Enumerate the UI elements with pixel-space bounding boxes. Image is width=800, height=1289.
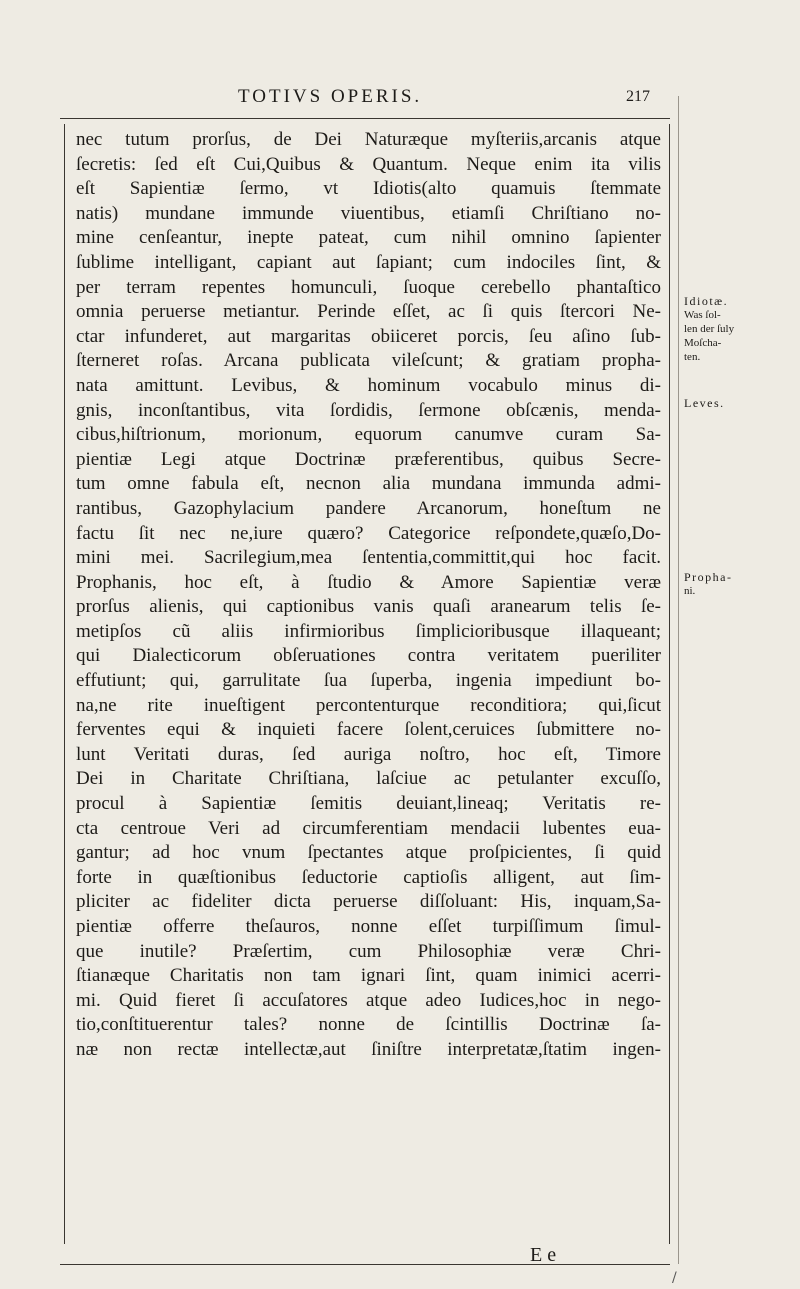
text-line: factu ſit nec ne,iure quæro? Categorice reſpondete,quæſo,Do-: [76, 522, 661, 544]
body-text: [76, 128, 661, 1063]
text-line: mine cenſeantur, inepte pateat, cum nihil omnino ſapienter: [76, 227, 661, 249]
text-line: ſterneret roſas. Arcana publicata vileſcunt; & gratiam propha-: [76, 350, 661, 372]
text-line: ſtianæque Charitatis non tam ignari ſint, quam inimici acerri-: [76, 965, 661, 987]
page-number: 217: [626, 88, 650, 105]
text-line: cibus,hiſtrionum, morionum, equorum canumve curam Sa-: [76, 424, 661, 446]
text-line: ctar infunderet, aut margaritas obiiceret porcis, ſeu aſino ſub-: [76, 325, 661, 347]
text-line: Dei in Charitate Chriſtiana, laſciue ac petulanter excuſſo,: [76, 768, 661, 790]
text-line: ſecretis: ſed eſt Cui,Quibus & Quantum. Neque enim ita vilis: [76, 153, 661, 175]
text-line: mini mei. Sacrilegium,mea ſententia,committit,qui hoc facit.: [76, 547, 661, 569]
margin-note-title: Propha-: [684, 570, 733, 584]
text-line: gnis, inconſtantibus, vita ſordidis, ſermone obſcænis, menda-: [76, 399, 661, 421]
margin-note-title: Idiotæ.: [684, 294, 729, 308]
text-line: natis) mundane immunde viuentibus, etiamſi Chriſtiano no-: [76, 202, 661, 224]
margin-note-gloss: ni.: [684, 585, 696, 597]
text-line: per terram repentes homunculi, ſuoque cerebello phantaſtico: [76, 276, 661, 298]
margin-note-gloss: Was ſol-: [684, 309, 721, 321]
margin-note-gloss: len der ſuly: [684, 323, 735, 335]
running-head: TOTIVS OPERIS.: [238, 86, 423, 107]
margin-rule: [678, 96, 679, 1264]
text-line: prorſus alienis, qui captionibus vanis quaſi aranearum telis ſe-: [76, 596, 661, 618]
text-line: ferventes equi & inquieti facere ſolent,ceruices ſubmittere no-: [76, 719, 661, 741]
margin-note-idiotae: [684, 294, 734, 364]
margin-note-gloss: Moſcha-: [684, 337, 722, 349]
margin-note-title: Leves.: [684, 396, 725, 410]
text-line: cta centroue Veri ad circumferentiam mendacii lubentes eua-: [76, 817, 661, 839]
margin-note-gloss: ten.: [684, 351, 701, 363]
text-line: qui Dialecticorum obſeruationes contra veritatem pueriliter: [76, 645, 661, 667]
text-line: tio,conſtituerentur tales? nonne de ſcintillis Doctrinæ ſa-: [76, 1014, 661, 1036]
margin-note-leves: [684, 396, 725, 410]
text-line: næ non rectæ intellectæ,aut ſiniſtre interpretatæ,ſtatim ingen-: [76, 1038, 661, 1060]
text-line: rantibus, Gazophylacium pandere Arcanorum, honeſtum ne: [76, 497, 661, 519]
top-rule: [60, 118, 670, 119]
stray-mark: /: [672, 1270, 677, 1286]
text-line: lunt Veritati duras, ſed auriga noſtro, hoc eſt, Timore: [76, 743, 661, 765]
text-line: eſt Sapientiæ ſermo, vt Idiotis(alto quamuis ſtemmate: [76, 178, 661, 200]
text-line: omnia peruerse metiantur. Perinde eſſet, ac ſi quis ſtercori Ne-: [76, 301, 661, 323]
text-line: pientiæ Legi atque Doctrinæ præferentibus, quibus Secre-: [76, 448, 661, 470]
margin-note-prophani: [684, 570, 733, 598]
text-line: na,ne rite inueſtigent percontenturque reconditiora; qui,ſicut: [76, 694, 661, 716]
text-line: gantur; ad hoc vnum ſpectantes atque proſpicientes, ſi quid: [76, 842, 661, 864]
bottom-rule: [60, 1264, 670, 1265]
text-line: que inutile? Præſertim, cum Philosophiæ veræ Chri-: [76, 940, 661, 962]
catchword: E e: [530, 1244, 557, 1266]
text-line: tum omne fabula eſt, necnon alia mundana immunda admi-: [76, 473, 661, 495]
text-line: mi. Quid fieret ſi accuſatores atque adeo Iudices,hoc in nego-: [76, 989, 661, 1011]
text-line: nec tutum prorſus, de Dei Naturæque myſteriis,arcanis atque: [76, 129, 661, 150]
text-line: pliciter ac fideliter dicta peruerse diſſoluant: His, inquam,Sa-: [76, 891, 661, 913]
text-line: pientiæ offerre theſauros, nonne eſſet turpiſſimum ſimul-: [76, 916, 661, 937]
text-line: ſublime intelligant, capiant aut ſapiant; cum indociles ſint, &: [76, 251, 661, 273]
text-line: Prophanis, hoc eſt, à ſtudio & Amore Sapientiæ veræ: [76, 571, 661, 593]
text-line: metipſos cũ aliis infirmioribus ſimplicioribusque illaqueant;: [76, 620, 661, 642]
text-line: effutiunt; qui, garrulitate ſua ſuperba, ingenia impediunt bo-: [76, 670, 661, 692]
page-header: [228, 86, 658, 116]
text-line: nata amittunt. Levibus, & hominum vocabulo minus di-: [76, 374, 661, 396]
text-line: procul à Sapientiæ ſemitis deuiant,lineaq; Veritatis re-: [76, 793, 661, 815]
text-line: forte in quæſtionibus ſeductorie captioſis alligent, aut ſim-: [76, 866, 661, 888]
